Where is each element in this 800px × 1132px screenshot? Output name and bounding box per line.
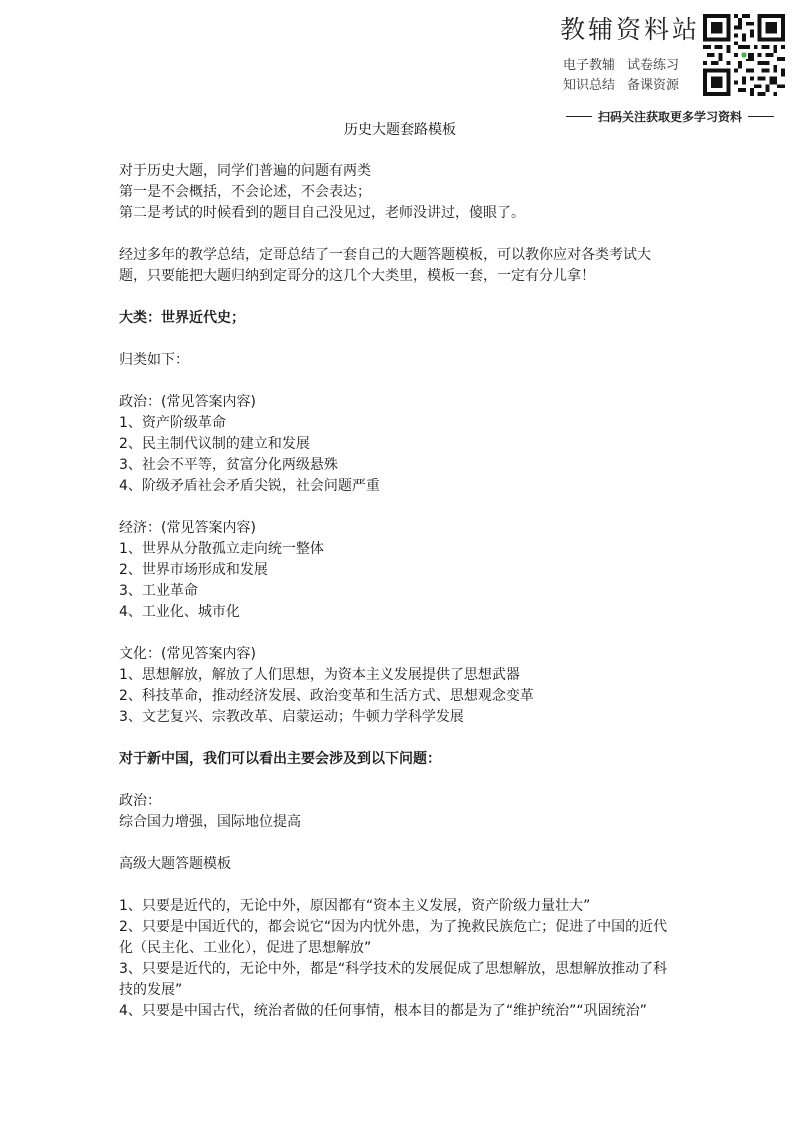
new-china-politics-label: 政治： [119, 793, 161, 809]
tag-exam: 试卷练习 [627, 58, 680, 73]
classify-label: 归类如下： [119, 352, 189, 368]
tag-ebook: 电子教辅 [563, 58, 616, 73]
summary-line: 题，只要能把大题归纳到定哥分的这几个大类里，模板一套，一定有分儿拿！ [119, 268, 595, 284]
list-item: 3、社会不平等，贫富分化两级悬殊 [119, 457, 338, 473]
list-item: 3、工业革命 [119, 583, 198, 599]
new-china-heading: 对于新中国，我们可以看出主要会涉及到以下问题： [119, 751, 441, 767]
list-item: 技的发展” [119, 982, 183, 998]
list-item: 1、世界从分散孤立走向统一整体 [119, 541, 324, 557]
list-item: 4、工业化、城市化 [119, 604, 240, 620]
list-item: 4、阶级矛盾社会矛盾尖锐，社会问题严重 [119, 478, 380, 494]
culture-heading: 文化：(常见答案内容) [119, 646, 256, 662]
divider [748, 116, 774, 117]
list-item: 3、文艺复兴、宗教改革、启蒙运动；牛顿力学科学发展 [119, 709, 464, 725]
advanced-template-title: 高级大题答题模板 [119, 856, 231, 872]
list-item: 2、民主制代议制的建立和发展 [119, 436, 310, 452]
list-item: 综合国力增强，国际地位提高 [119, 814, 301, 830]
list-item: 1、思想解放，解放了人们思想，为资本主义发展提供了思想武器 [119, 667, 520, 683]
list-item: 1、只要是近代的，无论中外，原因都有“资本主义发展，资产阶级力量壮大” [119, 898, 591, 914]
document-body [119, 161, 689, 1022]
intro-line: 对于历史大题，同学们普遍的问题有两类 [119, 163, 371, 179]
list-item: 2、科技革命，推动经济发展、政治变革和生活方式、思想观念变革 [119, 688, 534, 704]
scan-prompt-text: 扫码关注获取更多学习资料 [597, 110, 742, 124]
list-item: 2、世界市场形成和发展 [119, 562, 268, 578]
economy-heading: 经济：(常见答案内容) [119, 520, 256, 536]
politics-heading: 政治：(常见答案内容) [119, 394, 256, 410]
category-heading: 大类：世界近代史； [119, 310, 245, 326]
brand-title: 教辅资料站 [560, 15, 701, 44]
tag-resources: 备课资源 [627, 78, 680, 93]
list-item: 1、资产阶级革命 [119, 415, 226, 431]
summary-line: 经过多年的教学总结，定哥总结了一套自己的大题答题模板，可以教你应对各类考试大 [119, 247, 651, 263]
page-title: 历史大题套路模板 [344, 122, 456, 138]
list-item: 3、只要是近代的，无论中外，都是“科学技术的发展促成了思想解放，思想解放推动了科 [119, 961, 668, 977]
intro-line: 第二是考试的时候看到的题目自己没见过，老师没讲过，傻眼了。 [119, 205, 525, 221]
brand-tags [563, 56, 693, 96]
list-item: 化（民主化、工业化），促进了思想解放” [119, 940, 372, 956]
tag-summary: 知识总结 [563, 78, 616, 93]
intro-line: 第一是不会概括，不会论述，不会表达； [119, 184, 371, 200]
qr-code-icon[interactable] [703, 14, 785, 96]
list-item: 2、只要是中国近代的，都会说它“因为内忧外患，为了挽救民族危亡；促进了中国的近代 [119, 919, 668, 935]
list-item: 4、只要是中国古代，统治者做的任何事情，根本目的都是为了“维护统治”“巩固统治” [119, 1003, 647, 1019]
divider [566, 116, 592, 117]
